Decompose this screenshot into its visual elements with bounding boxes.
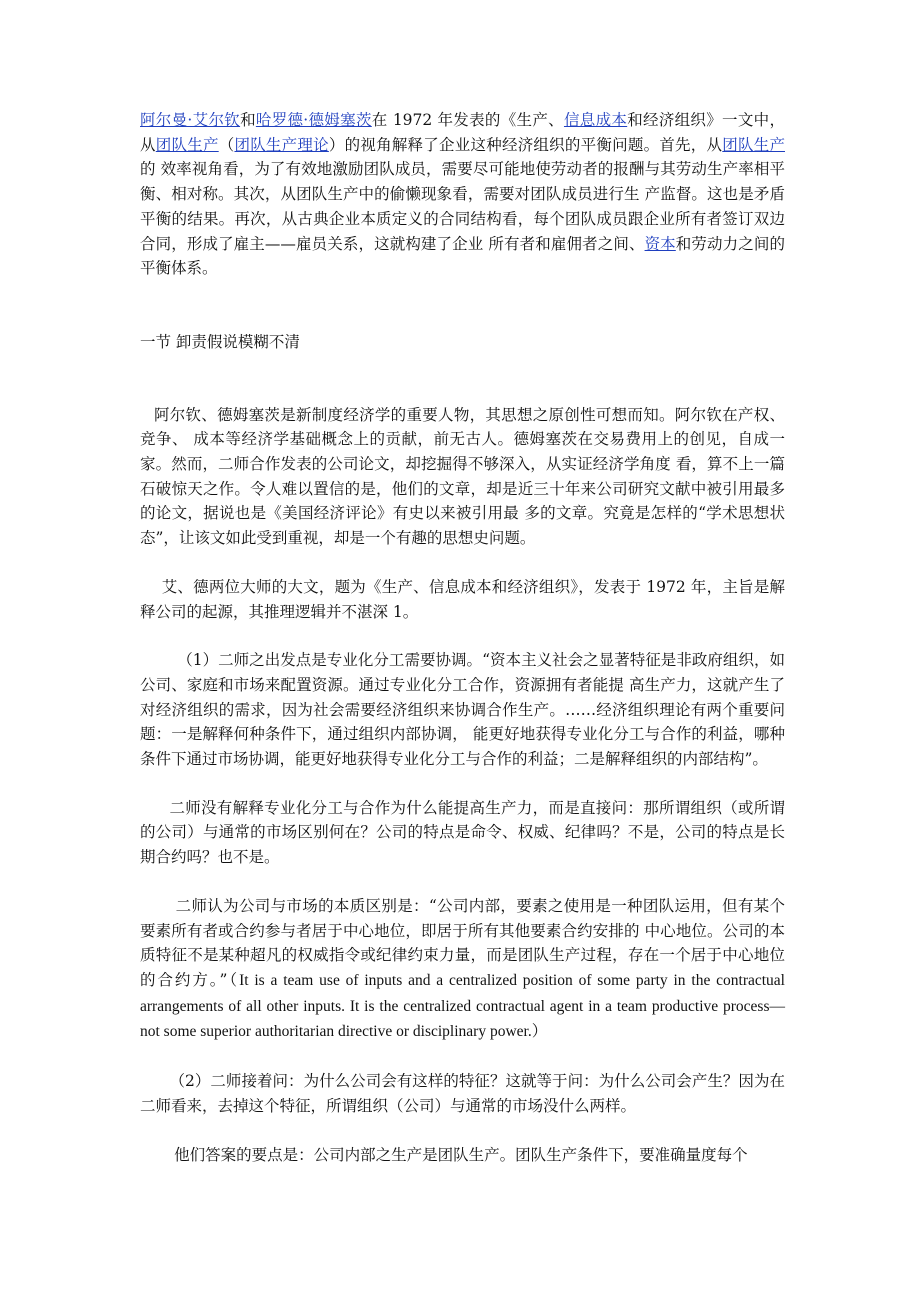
intro-text: 和经济组织》一文中，从: [140, 111, 785, 154]
section-heading: 一节 卸责假说模糊不清: [140, 332, 300, 351]
paragraph-alchian-demsetz: 阿尔钦、德姆塞茨是新制度经济学的重要人物，其思想之原创性可想而知。阿尔钦在产权、竞争、 成本等经济学基础概念上的贡献，前无古人。德姆塞茨在交易费用上的创见，自成一家。然而，二师合作发表的公司论文，却挖掘得不够深入，从实证经济学角度 看，算不上一篇石破惊天之作。令人难以置信的是，他们的文章，却是近三十年来公司研究文献中被引用最多的论文，据说也是《美国经济评论》有史以来被引用最 多的文章。究竟是怎样的“学术思想状态”，让该文如此受到重视，却是一个有趣的思想史问题。: [140, 405, 785, 548]
link-demsetz[interactable]: 哈罗德·德姆塞茨: [255, 111, 372, 129]
paragraph-point-2: （2）二师接着问：为什么公司会有这样的特征？这就等于问：为什么公司会产生？因为在二师看来，去掉这个特征，所谓组织（公司）与通常的市场没什么两样。: [140, 1072, 785, 1115]
link-alchian[interactable]: 阿尔曼·艾尔钦: [140, 111, 241, 129]
intro-text: 的 效率视角看，为了有效地激励团队成员，需要尽可能地使劳动者的报酬与其劳动生产率相平衡、相对称。其次，从团队生产中的偷懒现象看，需要对团队成员进行生 产监督。这也是矛盾平衡的结果。再次，从古典企业本质定义的合同结构看，每个团队成员跟企业所有者签订双边合同，形成了雇主——雇员关系，这就构建了企业 所有者和雇佣者之间、: [140, 160, 785, 253]
paragraph-firm-essence: [140, 894, 785, 1045]
intro-text: 在 1972 年发表的《生产、: [371, 111, 564, 129]
quote-english: It is a team use of inputs and a centralized position of some party in the contractual arrangements of all other inputs. It is the centralized contractual agent in a team productive process—not some superior authoritarian directive or disciplinary power.: [140, 971, 785, 1041]
link-team-production-2[interactable]: 团队生产: [722, 135, 785, 154]
document-page: [140, 108, 785, 1167]
paragraph-point-1: （1）二师之出发点是专业化分工需要协调。“资本主义社会之显著特征是非政府组织，如公司、家庭和市场来配置资源。通过专业化分工合作，资源拥有者能提 高生产力，这就产生了对经济组织的需求，因为社会需要经济组织来协调合作生产。……经济组织理论有两个重要问题：一是解释何种条件下，通过组织内部协调， 能更好地获得专业化分工与合作的利益，哪种条件下通过市场协调，能更好地获得专业化分工与合作的利益；二是解释组织的内部结构”。: [140, 651, 785, 769]
intro-text: 和: [240, 111, 256, 129]
paragraph-paper-title: 艾、德两位大师的大文，题为《生产、信息成本和经济组织》，发表于 1972 年，主旨是解释公司的起源，其推理逻辑并不湛深 1。: [140, 577, 785, 621]
intro-text: 和劳动力之间的平衡体系。: [140, 234, 785, 278]
quote-chinese: 二师认为公司与市场的本质区别是：“公司内部，要素之使用是一种团队运用，但有某个要素所有者或合约参与者居于中心地位，即居于所有其他要素合约安排的 中心地位。公司的本质特征不是某种超凡的权威指令或纪律约束力量，而是团队生产过程，存在一个居于中心地位的合约方。”（: [140, 896, 785, 989]
quote-close: ）: [531, 1022, 548, 1041]
paragraph-answer: 他们答案的要点是：公司内部之生产是团队生产。团队生产条件下，要准确量度每个: [174, 1145, 748, 1164]
paragraph-question: 二师没有解释专业化分工与合作为什么能提高生产力，而是直接问：那所谓组织（或所谓的公司）与通常的市场区别何在？公司的特点是命令、权威、纪律吗？不是，公司的特点是长期合约吗？也不是。: [140, 798, 785, 867]
link-team-production-theory[interactable]: 团队生产理论: [234, 135, 329, 154]
intro-text: ）的视角解释了企业这种经济组织的平衡问题。首先，从: [328, 135, 723, 154]
link-information-cost[interactable]: 信息成本: [563, 111, 628, 129]
intro-paragraph: [140, 108, 785, 281]
link-capital[interactable]: 资本: [644, 234, 676, 253]
intro-text: （: [218, 135, 235, 154]
link-team-production[interactable]: 团队生产: [155, 135, 219, 154]
